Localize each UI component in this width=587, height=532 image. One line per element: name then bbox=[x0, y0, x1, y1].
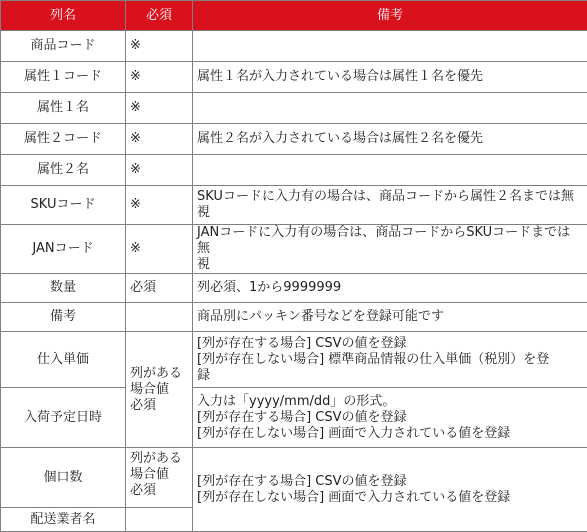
row-required-cell: ※ bbox=[126, 62, 193, 93]
table-row bbox=[1, 186, 587, 225]
note-line: [列が存在する場合] CSVの値を登録 bbox=[197, 410, 583, 426]
row-name-cell: JANコード bbox=[1, 225, 126, 274]
note-line: SKUコードに入力有の場合は、商品コードから属性２名までは無 bbox=[197, 189, 583, 205]
required-line: 場合値 bbox=[130, 467, 188, 483]
row-name-cell: 個口数 bbox=[1, 448, 126, 508]
row-name-cell: 属性２コード bbox=[1, 124, 126, 155]
note-line: [列が存在しない場合] 画面で入力されている値を登録 bbox=[197, 426, 583, 442]
group-required-cell bbox=[126, 332, 193, 448]
column-header-required: 必須 bbox=[126, 1, 193, 31]
row-name-cell: 商品コード bbox=[1, 31, 126, 62]
required-line: 列がある bbox=[130, 451, 188, 467]
row-name-cell: 属性１名 bbox=[1, 93, 126, 124]
table-row bbox=[1, 31, 587, 62]
row-name-cell: 属性１コード bbox=[1, 62, 126, 93]
group-note-cell bbox=[193, 448, 587, 532]
group-required-cell bbox=[126, 448, 193, 508]
table-row bbox=[1, 332, 587, 388]
note-line: [列が存在しない場合] 画面で入力されている値を登録 bbox=[197, 490, 583, 506]
row-required-cell bbox=[126, 508, 193, 532]
note-line: 録 bbox=[197, 368, 583, 384]
column-header-note: 備考 bbox=[193, 1, 587, 31]
row-note-cell: 列必須、1から9999999 bbox=[193, 274, 587, 303]
required-line: 必須 bbox=[130, 483, 188, 499]
table-header-row bbox=[1, 1, 587, 31]
row-name-cell: 入荷予定日時 bbox=[1, 388, 126, 448]
note-line: [列が存在する場合] CSVの値を登録 bbox=[197, 336, 583, 352]
row-required-cell: ※ bbox=[126, 186, 193, 225]
row-required-cell: ※ bbox=[126, 225, 193, 274]
table-row bbox=[1, 93, 587, 124]
row-note-cell bbox=[193, 186, 587, 225]
row-note-cell bbox=[193, 93, 587, 124]
table-row bbox=[1, 448, 587, 508]
note-line: [列が存在しない場合] 標準商品情報の仕入単価（税別）を登 bbox=[197, 352, 583, 368]
row-required-cell bbox=[126, 303, 193, 332]
note-line: [列が存在する場合] CSVの値を登録 bbox=[197, 474, 583, 490]
row-required-cell: ※ bbox=[126, 124, 193, 155]
row-required-cell: ※ bbox=[126, 93, 193, 124]
required-line: 列がある bbox=[130, 366, 188, 382]
required-line: 場合値 bbox=[130, 382, 188, 398]
row-name-cell: 属性２名 bbox=[1, 155, 126, 186]
row-required-cell: ※ bbox=[126, 31, 193, 62]
row-note-cell bbox=[193, 388, 587, 448]
row-required-cell: 必須 bbox=[126, 274, 193, 303]
table-row bbox=[1, 388, 587, 448]
row-note-cell bbox=[193, 332, 587, 388]
note-line: 視 bbox=[197, 205, 583, 221]
row-name-cell: 備考 bbox=[1, 303, 126, 332]
table-row bbox=[1, 274, 587, 303]
table-row bbox=[1, 303, 587, 332]
table-row bbox=[1, 124, 587, 155]
table-row bbox=[1, 225, 587, 274]
column-header-name: 列名 bbox=[1, 1, 126, 31]
note-line: 入力は「yyyy/mm/dd」の形式。 bbox=[197, 394, 583, 410]
row-name-cell: 配送業者名 bbox=[1, 508, 126, 532]
row-note-cell bbox=[193, 225, 587, 274]
row-note-cell: 属性２名が入力されている場合は属性２名を優先 bbox=[193, 124, 587, 155]
row-name-cell: SKUコード bbox=[1, 186, 126, 225]
note-line: JANコードに入力有の場合は、商品コードからSKUコードまでは無 bbox=[197, 225, 583, 257]
required-line: 必須 bbox=[130, 398, 188, 414]
row-note-cell bbox=[193, 155, 587, 186]
row-note-cell bbox=[193, 31, 587, 62]
row-note-cell: 属性１名が入力されている場合は属性１名を優先 bbox=[193, 62, 587, 93]
table-row bbox=[1, 155, 587, 186]
note-line: 視 bbox=[197, 257, 583, 273]
row-required-cell: ※ bbox=[126, 155, 193, 186]
row-name-cell: 数量 bbox=[1, 274, 126, 303]
table-row bbox=[1, 62, 587, 93]
row-note-cell: 商品別にパッキン番号などを登録可能です bbox=[193, 303, 587, 332]
row-name-cell: 仕入単価 bbox=[1, 332, 126, 388]
